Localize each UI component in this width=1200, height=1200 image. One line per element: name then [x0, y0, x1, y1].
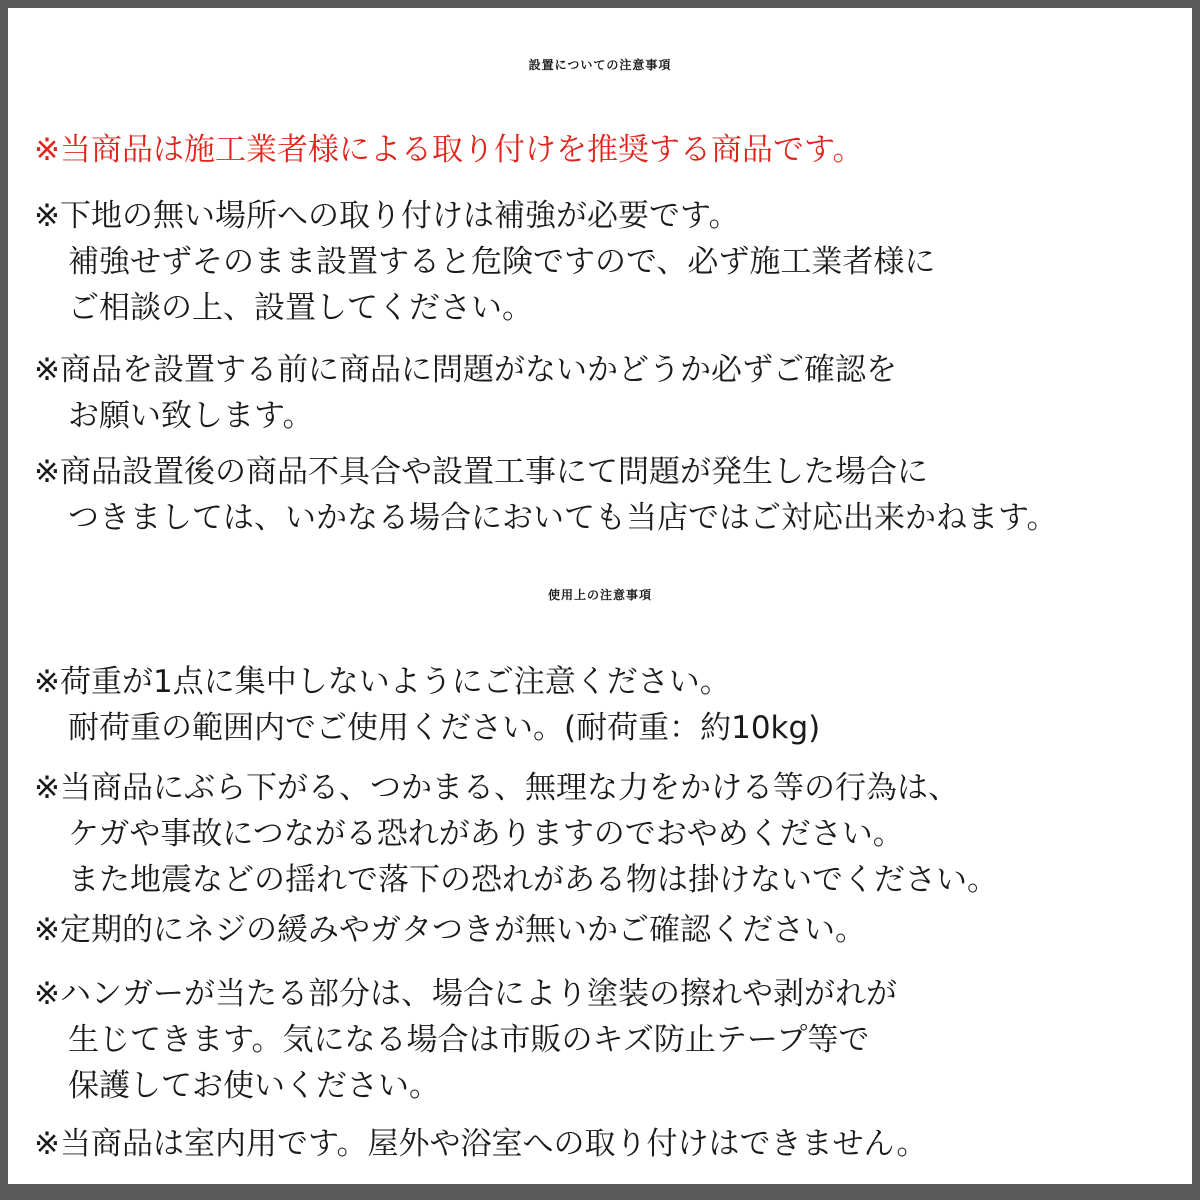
note-hanger-wear-line-3: 保護してお使いください。	[68, 1068, 440, 1104]
note-no-support-line-2: つきましては、いかなる場合においても当店ではご対応出来かねます。	[68, 500, 1058, 536]
note-load-line-2: 耐荷重の範囲内でご使用ください。(耐荷重：約10kg)	[68, 710, 821, 746]
note-no-hanging-line-1: ※当商品にぶら下がる、つかまる、無理な力をかける等の行為は、	[34, 770, 959, 806]
note-indoor-only: ※当商品は室内用です。屋外や浴室への取り付けはできません。	[34, 1126, 928, 1162]
note-check-before-install-line-1: ※商品を設置する前に商品に問題がないかどうか必ずご確認を	[34, 352, 897, 388]
note-hanger-wear-line-2: 生じてきます。気になる場合は市販のキズ防止テープ等で	[68, 1022, 870, 1058]
usage-notes-title: 使用上の注意事項	[547, 588, 652, 602]
installation-notes-title: 設置についての注意事項	[528, 58, 672, 72]
note-check-screws: ※定期的にネジの緩みやガタつきが無いかご確認ください。	[34, 912, 866, 948]
note-no-hanging-line-3: また地震などの揺れで落下の恐れがある物は掛けないでください。	[68, 862, 998, 898]
notice-panel	[8, 8, 1192, 1184]
note-load-line-1: ※荷重が1点に集中しないようにご注意ください。	[34, 664, 731, 700]
note-reinforcement-line-3: ご相談の上、設置してください。	[68, 290, 533, 326]
note-reinforcement-line-2: 補強せずそのまま設置すると危険ですので、必ず施工業者様に	[68, 244, 936, 280]
note-reinforcement-line-1: ※下地の無い場所への取り付けは補強が必要です。	[34, 198, 740, 234]
note-recommend-installer: ※当商品は施工業者様による取り付けを推奨する商品です。	[34, 132, 864, 168]
note-check-before-install-line-2: お願い致します。	[68, 398, 314, 434]
note-hanger-wear-line-1: ※ハンガーが当たる部分は、場合により塗装の擦れや剥がれが	[34, 976, 897, 1012]
note-no-hanging-line-2: ケガや事故につながる恐れがありますのでおやめください。	[68, 816, 904, 852]
note-no-support-line-1: ※商品設置後の商品不具合や設置工事にて問題が発生した場合に	[34, 454, 928, 490]
